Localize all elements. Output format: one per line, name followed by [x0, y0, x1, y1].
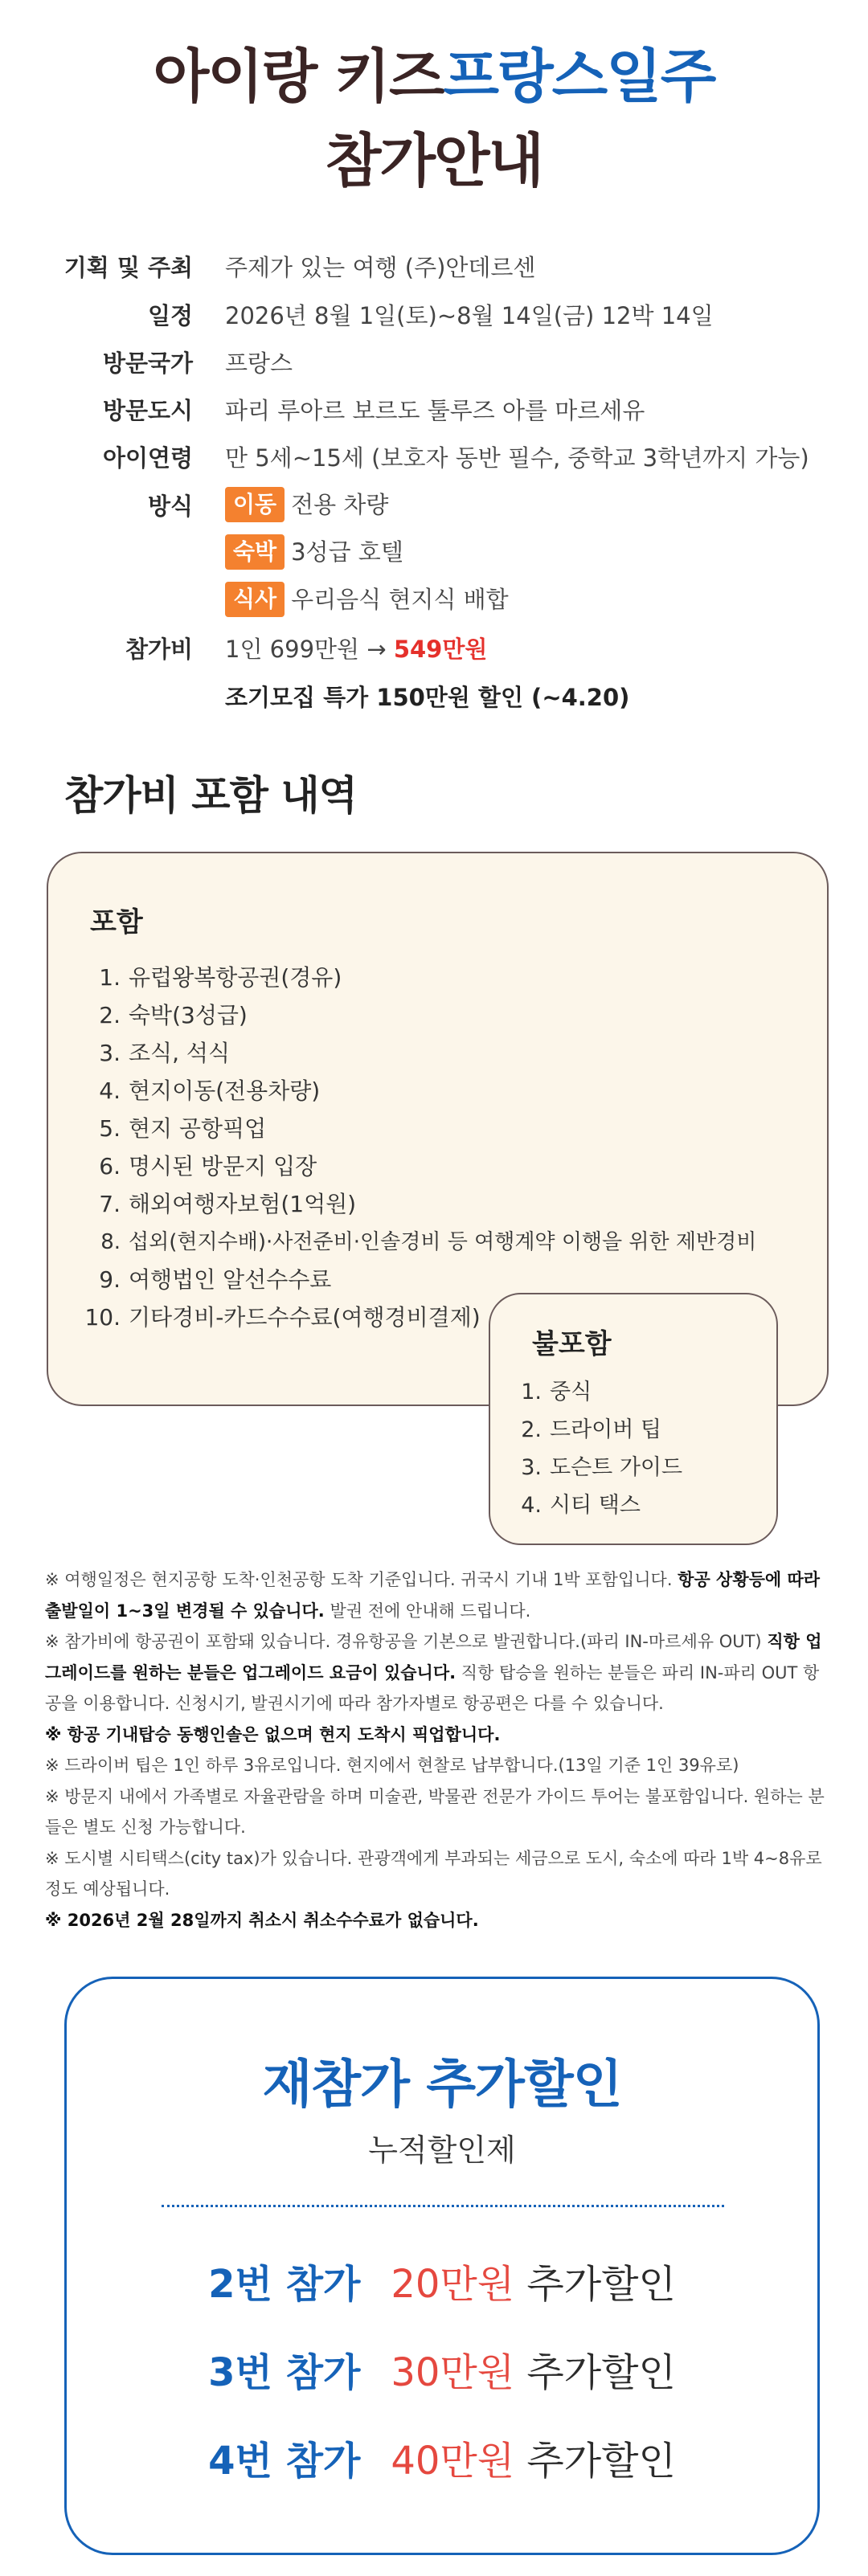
- cities-value: 파리 루아르 보르도 툴루즈 아를 마르세유: [225, 397, 645, 424]
- page-title-line-2: 참가안내: [325, 127, 543, 194]
- title-dark-text: 아이랑 키즈: [153, 43, 444, 110]
- discount-title: 재참가 추가할인: [262, 2055, 622, 2115]
- list-item: 1. 중식: [521, 1380, 592, 1405]
- lodging-badge: 숙박: [225, 534, 285, 570]
- included-section-title: 참가비 포함 내역: [64, 772, 357, 819]
- list-item: 2. 숙박(3성급): [99, 1002, 248, 1028]
- lodging-text: 3성급 호텔: [291, 538, 403, 566]
- note-guide-tour: ※ 방문지 내에서 가족별로 자율관람을 하며 미술관, 박물관 전문가 가이드 투어는 불포함입니다. 원하는 분들은 별도 신청 가능합니다.: [45, 1786, 825, 1837]
- list-item: 4. 현지이동(전용차량): [99, 1077, 321, 1104]
- list-item: 8. 섭외(현지수배)·사전준비·인솔경비 등 여행계약 이행을 위한 제반경비: [100, 1230, 757, 1254]
- schedule-value: 2026년 8월 1일(토)~8월 14일(금) 12박 14일: [225, 302, 714, 329]
- list-item: 3. 조식, 석식: [99, 1040, 230, 1066]
- fee-value: [225, 633, 487, 665]
- organizer-value: 주제가 있는 여행 (주)안데르센: [225, 254, 536, 281]
- note-pickup: ※ 항공 기내탑승 동행인솔은 없으며 현지 도착시 픽업합니다.: [45, 1724, 501, 1744]
- method-meals: [225, 582, 509, 617]
- note-flight: ※ 참가비에 항공권이 포함돼 있습니다. 경유항공을 기본으로 발권합니다.(파리 IN-마르세유 OUT) 직항 업그레이드를 원하는 분들은 업그레이드 요금이 있습니다. 직항 탑승을 원하는 분들은 파리 IN-파리 OUT 항공을 이용합니다. 신청시기, 발권시기에 따라 참가자별로 항공편은 다를 수 있습니다.: [45, 1632, 822, 1713]
- early-bird-discount: 조기모집 특가 150만원 할인 (~4.20): [225, 684, 630, 711]
- transport-badge: 이동: [225, 487, 285, 522]
- meals-text: 우리음식 현지식 배합: [291, 586, 509, 613]
- list-item: 4. 시티 택스: [521, 1493, 641, 1518]
- age-value: 만 5세~15세 (보호자 동반 필수, 중학교 3학년까지 가능): [225, 444, 809, 472]
- country-value: 프랑스: [225, 350, 293, 377]
- cities-label: 방문도시: [102, 397, 193, 424]
- list-item: 5. 현지 공항픽업: [99, 1115, 267, 1142]
- note-schedule: ※ 여행일정은 현지공항 도착·인천공항 도착 기준입니다. 귀국시 기내 1박 포함입니다. 항공 상황등에 따라 출발일이 1~3일 변경될 수 있습니다. 발권 전에 안내해 드립니다.: [45, 1570, 821, 1621]
- meals-badge: 식사: [225, 582, 285, 617]
- transport-text: 전용 차량: [291, 491, 389, 518]
- page-title-line-1: [0, 40, 868, 112]
- method-transport: [225, 487, 388, 522]
- country-label: 방문국가: [102, 350, 193, 377]
- fee-new-price: 549만원: [393, 636, 488, 663]
- age-label: 아이연령: [102, 444, 193, 472]
- list-item: 1. 유럽왕복항공권(경유): [99, 964, 342, 991]
- notes-block: [45, 1564, 831, 1936]
- list-item: 3. 도슨트 가이드: [521, 1455, 683, 1480]
- list-item: 10. 기타경비-카드수수료(여행경비결제): [84, 1304, 481, 1331]
- discount-row: 4번 참가 40만원 추가할인: [208, 2439, 676, 2484]
- list-item: 7. 해외여행자보험(1억원): [99, 1191, 357, 1217]
- dotted-divider: [162, 2205, 724, 2207]
- organizer-label: 기획 및 주최: [63, 254, 193, 281]
- included-heading: 포함: [90, 906, 143, 938]
- note-driver-tip: ※ 드라이버 팁은 1인 하루 3유로입니다. 현지에서 현찰로 납부합니다.(13일 기준 1인 39유로): [45, 1756, 739, 1775]
- schedule-label: 일정: [147, 302, 193, 329]
- discount-row: 3번 참가 30만원 추가할인: [208, 2350, 676, 2395]
- excluded-box: [489, 1293, 778, 1545]
- note-city-tax: ※ 도시별 시티택스(city tax)가 있습니다. 관광객에게 부과되는 세금으로 도시, 숙소에 따라 1박 4~8유로 정도 예상됩니다.: [45, 1848, 822, 1899]
- fee-label: 참가비: [125, 636, 193, 663]
- excluded-heading: 불포함: [532, 1328, 612, 1360]
- list-item: 6. 명시된 방문지 입장: [99, 1153, 317, 1180]
- title-blue-text: 프랑스일주: [443, 43, 715, 110]
- list-item: 9. 여행법인 알선수수료: [99, 1266, 332, 1293]
- discount-row: 2번 참가 20만원 추가할인: [208, 2262, 676, 2307]
- method-label: 방식: [147, 493, 193, 520]
- fee-old-price: 1인 699만원 →: [225, 636, 387, 663]
- discount-subtitle: 누적할인제: [368, 2132, 516, 2168]
- method-lodging: [225, 534, 403, 570]
- rejoin-discount-box: [64, 1977, 820, 2555]
- note-cancellation: ※ 2026년 2월 28일까지 취소시 취소수수료가 없습니다.: [45, 1910, 479, 1930]
- list-item: 2. 드라이버 팁: [521, 1417, 661, 1442]
